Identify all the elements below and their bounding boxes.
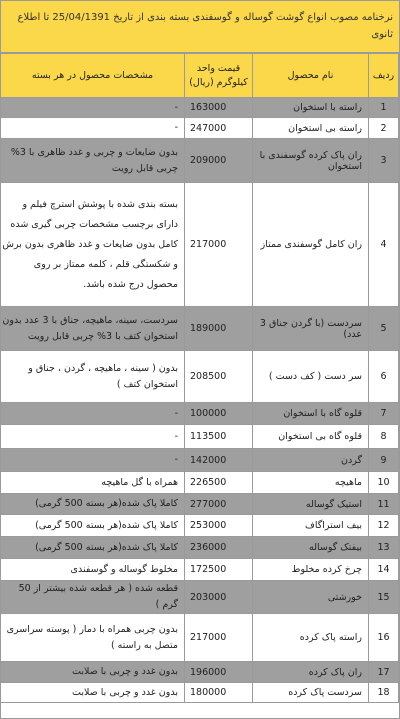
unit-price: 277000 <box>185 494 253 515</box>
row-number: 10 <box>369 472 399 494</box>
document-title: نرخنامه مصوب انواع گوشت گوساله و گوسفندی بسته بندی از تاریخ 25/04/1391 تا اطلاع ثانوی <box>1 1 399 53</box>
unit-price: 226500 <box>185 472 253 494</box>
header-row-number: ردیف <box>369 54 399 98</box>
row-number: 3 <box>369 139 399 183</box>
unit-price: 180000 <box>185 683 253 703</box>
unit-price: 217000 <box>185 183 253 307</box>
table-row <box>1 662 399 683</box>
table-row <box>1 403 399 425</box>
product-name: چرخ کرده مخلوط <box>253 559 369 581</box>
row-number: 13 <box>369 537 399 559</box>
unit-price: 208500 <box>185 351 253 403</box>
table-row <box>1 559 399 581</box>
table-row <box>1 683 399 703</box>
table-row <box>1 614 399 662</box>
unit-price: 236000 <box>185 537 253 559</box>
table-row <box>1 472 399 494</box>
unit-price: 196000 <box>185 662 253 683</box>
unit-price: 100000 <box>185 403 253 425</box>
row-number: 16 <box>369 614 399 662</box>
product-description: بدون ضایعات و چربی و غدد ظاهری با 3% چربی قابل رویت <box>1 139 185 183</box>
unit-price: 209000 <box>185 139 253 183</box>
table-row <box>1 581 399 614</box>
table-row <box>1 139 399 183</box>
row-number: 6 <box>369 351 399 403</box>
table-row <box>1 118 399 139</box>
product-name: سردست (با گردن جناق 3 عدد) <box>253 307 369 351</box>
unit-price: 113500 <box>185 425 253 449</box>
table-row <box>1 425 399 449</box>
product-description: - <box>1 449 185 472</box>
product-name: قلوه گاه با استخوان <box>253 403 369 425</box>
product-name: ران کامل گوسفندی ممتاز <box>253 183 369 307</box>
row-number: 2 <box>369 118 399 139</box>
header-unit-price: قیمت واحد کیلوگرم (ریال) <box>185 54 253 98</box>
header-description: مشخصات محصول در هر بسته <box>1 54 185 98</box>
row-number: 17 <box>369 662 399 683</box>
unit-price: 172500 <box>185 559 253 581</box>
unit-price: 217000 <box>185 614 253 662</box>
row-number: 4 <box>369 183 399 307</box>
price-table <box>0 53 399 703</box>
product-description: بدون غدد و چربی با صلابت <box>1 662 185 683</box>
table-row <box>1 449 399 472</box>
product-name: راسته با استخوان <box>253 98 369 118</box>
product-name: ماهیچه <box>253 472 369 494</box>
product-description: کاملا پاک شده(هر بسته 500 گرمی) <box>1 515 185 537</box>
product-description: بدون ( سینه ، ماهیچه ، گردن ، جناق و استخوان کتف ) <box>1 351 185 403</box>
row-number: 5 <box>369 307 399 351</box>
row-number: 1 <box>369 98 399 118</box>
row-number: 15 <box>369 581 399 614</box>
product-description: - <box>1 98 185 118</box>
unit-price: 189000 <box>185 307 253 351</box>
unit-price: 203000 <box>185 581 253 614</box>
product-name: گردن <box>253 449 369 472</box>
product-description: - <box>1 118 185 139</box>
product-description: بسته بندی شده با پوشش استرچ فیلم و دارای برچسب مشخصات چربی گیری شده کامل بدون ضایعات و غدد ظاهری بدون برش و شکستگی قلم ، کلمه ممتاز بر روی محصول درج شده باشد. <box>1 183 185 307</box>
product-description: بدون چربی همراه با دمار ( پوسته سراسری متصل به راسته ) <box>1 614 185 662</box>
header-product-name: نام محصول <box>253 54 369 98</box>
table-row <box>1 515 399 537</box>
row-number: 7 <box>369 403 399 425</box>
product-name: سر دست ( کف دست ) <box>253 351 369 403</box>
product-name: ران پاک کرده <box>253 662 369 683</box>
product-name: بیفتک گوساله <box>253 537 369 559</box>
product-name: استیک گوساله <box>253 494 369 515</box>
row-number: 18 <box>369 683 399 703</box>
row-number: 9 <box>369 449 399 472</box>
table-row <box>1 494 399 515</box>
row-number: 11 <box>369 494 399 515</box>
product-name: ران پاک کرده گوسفندی با استخوان <box>253 139 369 183</box>
table-row <box>1 307 399 351</box>
product-description: کاملا پاک شده(هر بسته 500 گرمی) <box>1 494 185 515</box>
product-name: راسته بی استخوان <box>253 118 369 139</box>
row-number: 12 <box>369 515 399 537</box>
row-number: 14 <box>369 559 399 581</box>
product-description: بدون غدد و چربی با صلابت <box>1 683 185 703</box>
product-name: قلوه گاه بی استخوان <box>253 425 369 449</box>
product-description: - <box>1 403 185 425</box>
row-number: 8 <box>369 425 399 449</box>
product-description: مخلوط گوساله و گوسفندی <box>1 559 185 581</box>
table-row <box>1 98 399 118</box>
table-row <box>1 537 399 559</box>
product-name: راسته پاک کرده <box>253 614 369 662</box>
table-row <box>1 351 399 403</box>
product-description: سردست، سینه، ماهیچه، جناق با 3 عدد بدون استخوان کتف با 3% چربی قابل رویت <box>1 307 185 351</box>
table-header-row <box>1 54 399 98</box>
unit-price: 142000 <box>185 449 253 472</box>
product-description: قطعه شده ( هر قطعه شده بیشتر از 50 گرم ) <box>1 581 185 614</box>
product-name: سردست پاک کرده <box>253 683 369 703</box>
product-description: کاملا پاک شده(هر بسته 500 گرمی) <box>1 537 185 559</box>
unit-price: 247000 <box>185 118 253 139</box>
product-name: خورشتی <box>253 581 369 614</box>
unit-price: 163000 <box>185 98 253 118</box>
unit-price: 253000 <box>185 515 253 537</box>
product-description: همراه با گل ماهیچه <box>1 472 185 494</box>
product-description: - <box>1 425 185 449</box>
product-name: بیف استراگاف <box>253 515 369 537</box>
table-row <box>1 183 399 307</box>
